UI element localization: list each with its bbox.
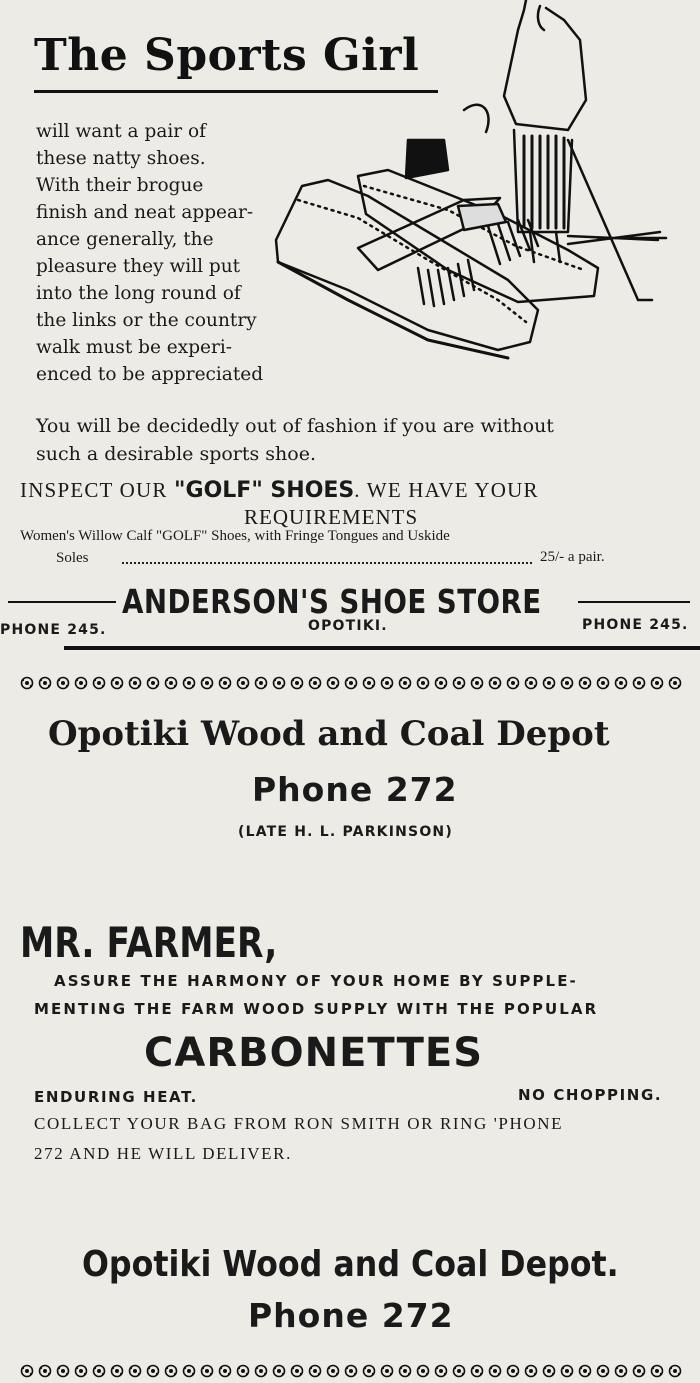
floral-border-icon (18, 1364, 683, 1378)
section-divider (64, 646, 700, 650)
golf-shoes-illustration-icon (268, 0, 688, 360)
dotted-leader (122, 562, 532, 564)
ad-body-copy (36, 118, 264, 388)
product-description: Women's Willow Calf "GOLF" Shoes, with Fringe Tongues and Uskide (20, 528, 450, 544)
store-rule-left (8, 601, 116, 603)
requirements-label: REQUIREMENTS (244, 505, 419, 529)
store-name: ANDERSON'S SHOE STORE (122, 582, 542, 621)
assure-line: ASSURE THE HARMONY OF YOUR HOME BY SUPPLE- (54, 972, 578, 990)
body-line: will want a pair of (36, 121, 206, 142)
body-line: pleasure they will put (36, 256, 241, 277)
footer-heading: Opotiki Wood and Coal Depot. (82, 1244, 619, 1285)
no-chopping: NO CHOPPING. (518, 1086, 663, 1104)
collect-line: 272 AND HE WILL DELIVER. (34, 1144, 292, 1163)
store-rule-right (578, 601, 690, 603)
body-line: ance generally, the (36, 229, 214, 250)
assure-line: MENTING THE FARM WOOD SUPPLY WITH THE POPULAR (34, 1000, 599, 1018)
price: 25/- a pair. (540, 549, 605, 565)
collect-line: COLLECT YOUR BAG FROM RON SMITH OR RING 'PHONE (34, 1114, 564, 1133)
depot-heading: Opotiki Wood and Coal Depot (48, 714, 610, 754)
ad-title: The Sports Girl (34, 30, 420, 81)
fashion-line: such a desirable sports shoe. (36, 443, 317, 465)
floral-border-icon (18, 676, 683, 690)
body-line: these natty shoes. (36, 148, 206, 169)
late-owner-note: (LATE H. L. PARKINSON) (238, 824, 453, 840)
phone-left: PHONE 245. (0, 622, 107, 638)
enduring-heat: ENDURING HEAT. (34, 1088, 198, 1106)
fashion-line: You will be decidedly out of fashion if you are without (36, 415, 554, 437)
farmer-heading: MR. FARMER, (20, 918, 278, 967)
soles-label: Soles (56, 550, 89, 566)
body-line: With their brogue (36, 175, 204, 196)
inspect-line (20, 478, 539, 503)
golf-shoes-label: "GOLF" SHOES (174, 478, 355, 503)
footer-phone: Phone 272 (248, 1296, 454, 1335)
depot-phone: Phone 272 (252, 770, 458, 809)
product-name: CARBONETTES (144, 1030, 484, 1076)
body-line: into the long round of (36, 283, 241, 304)
body-line: finish and neat appear- (36, 202, 254, 223)
body-line: the links or the country (36, 310, 257, 331)
body-line: walk must be experi- (36, 337, 232, 358)
inspect-post: . WE HAVE YOUR (354, 478, 539, 502)
inspect-pre: INSPECT OUR (20, 478, 175, 502)
body-line: enced to be appreciated (36, 364, 264, 385)
phone-right: PHONE 245. (582, 617, 689, 633)
town-label: OPOTIKI. (308, 618, 388, 634)
